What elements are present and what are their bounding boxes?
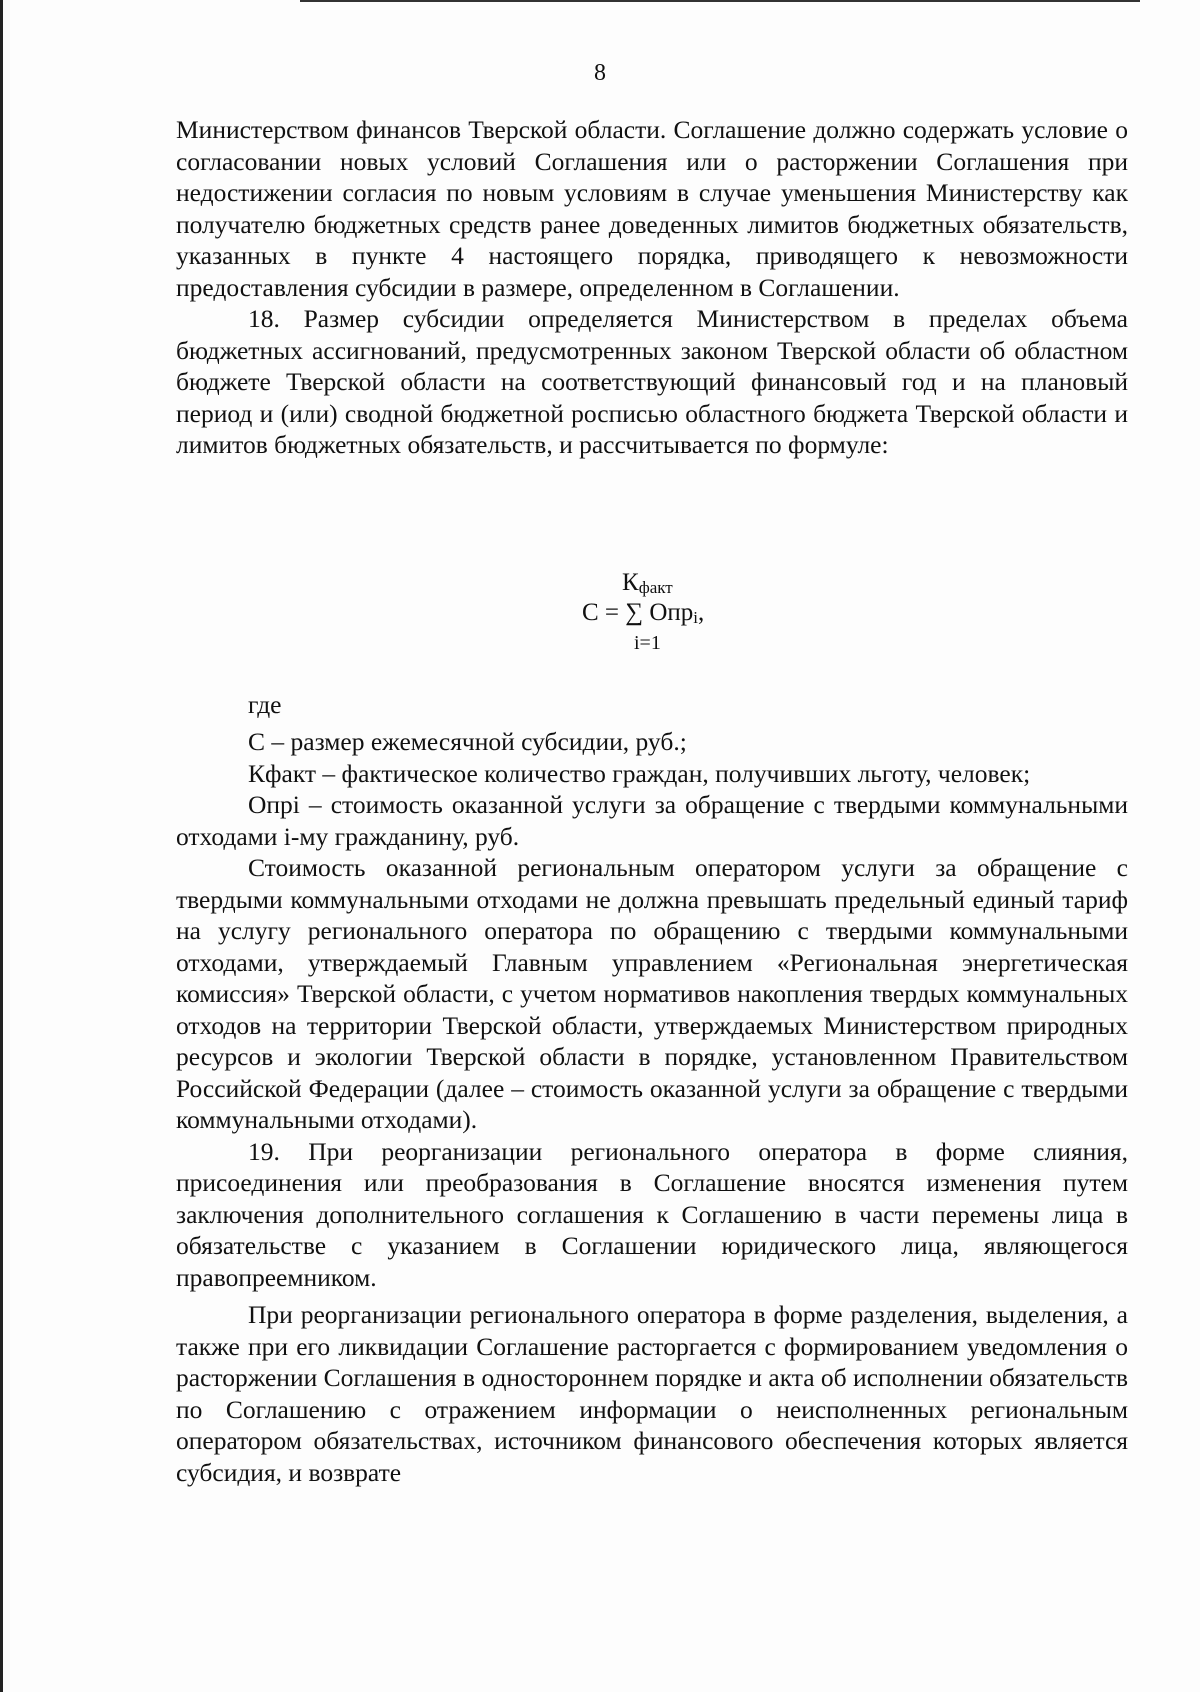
text-block-top (176, 114, 1128, 461)
definition-c: С – размер ежемесячной субсидии, руб.; (248, 727, 687, 756)
where-label: где (248, 690, 282, 719)
definition-kfakt: Кфакт – фактическое количество граждан, получивших льготу, человек; (248, 758, 1031, 788)
formula-main-tail: , (698, 599, 705, 626)
formula-upper-sub: факт (638, 578, 673, 597)
paragraph-continuation: Министерством финансов Тверской области. Соглашение должно содержать условие о согласовании новых условий Соглашения или о расторжении Соглашения при недостижении согласия по новым условиям в случае уменьшения Министерству как получателю бюджетных средств ранее доведенных лимитов бюджетных обязательств, указанных в пункте 4 настоящего порядка, приводящего к невозможности предоставления субсидии в размере, определенном в Соглашении. (176, 115, 1128, 302)
formula-lhs: С = ∑ Опр (582, 599, 694, 626)
definition-opr: Опрi – стоимость оказанной услуги за обращение с твердыми коммунальными отходами i-му гражданину, руб. (176, 790, 1128, 851)
scan-edge-left (0, 0, 3, 1692)
formula-main-sub: i (693, 608, 699, 627)
paragraph-19: 19. При реорганизации регионального оператора в форме слияния, присоединения или преобразования в Соглашение вносятся изменения путем заключения дополнительного соглашения к Соглашению в части перемены лица в обязательстве с указанием в Соглашении юридического лица, являющегося правопреемником. (176, 1136, 1128, 1292)
paragraph-service-cost: Стоимость оказанной региональным оператором услуги за обращение с твердыми коммунальными отходами не должна превышать предельный единый тариф на услугу регионального оператора по обращению с твердыми коммунальными отходами, утверждаемый Главным управлением «Региональная энергетическая комиссия» Тверской области, с учетом нормативов накопления твердых коммунальных отходов на территории Тверской области, утверждаемых Министерством природных ресурсов и экологии Тверской области в порядке, установленном Правительством Российской Федерации (далее – стоимость оказанной услуги за обращение с твердыми коммунальными отходами). (176, 853, 1128, 1134)
page-number: 8 (594, 60, 606, 86)
scan-edge-top (300, 0, 1140, 2)
paragraph-18: 18. Размер субсидии определяется Министерством в пределах объема бюджетных ассигнований, предусмотренных законом Тверской области об областном бюджете Тверской области на соответствующий финансовый год и на плановый период и (или) сводной бюджетной росписью областного бюджета Тверской области и лимитов бюджетных обязательств, и рассчитывается по формуле: (176, 304, 1128, 459)
text-block-bottom (176, 726, 1128, 1488)
paragraph-reorganization: При реорганизации регионального оператора в форме разделения, выделения, а также при его ликвидации Соглашение расторгается с формированием уведомления о расторжении Соглашения в одностороннем порядке и акта об исполнении обязательств по Соглашению с отражением информации о неисполненных региональным оператором обязательствах, источником финансового обеспечения которых является субсидия, и возврате (176, 1300, 1128, 1487)
formula-upper-base: К (622, 569, 639, 596)
formula-lower-limit: i=1 (634, 632, 661, 654)
